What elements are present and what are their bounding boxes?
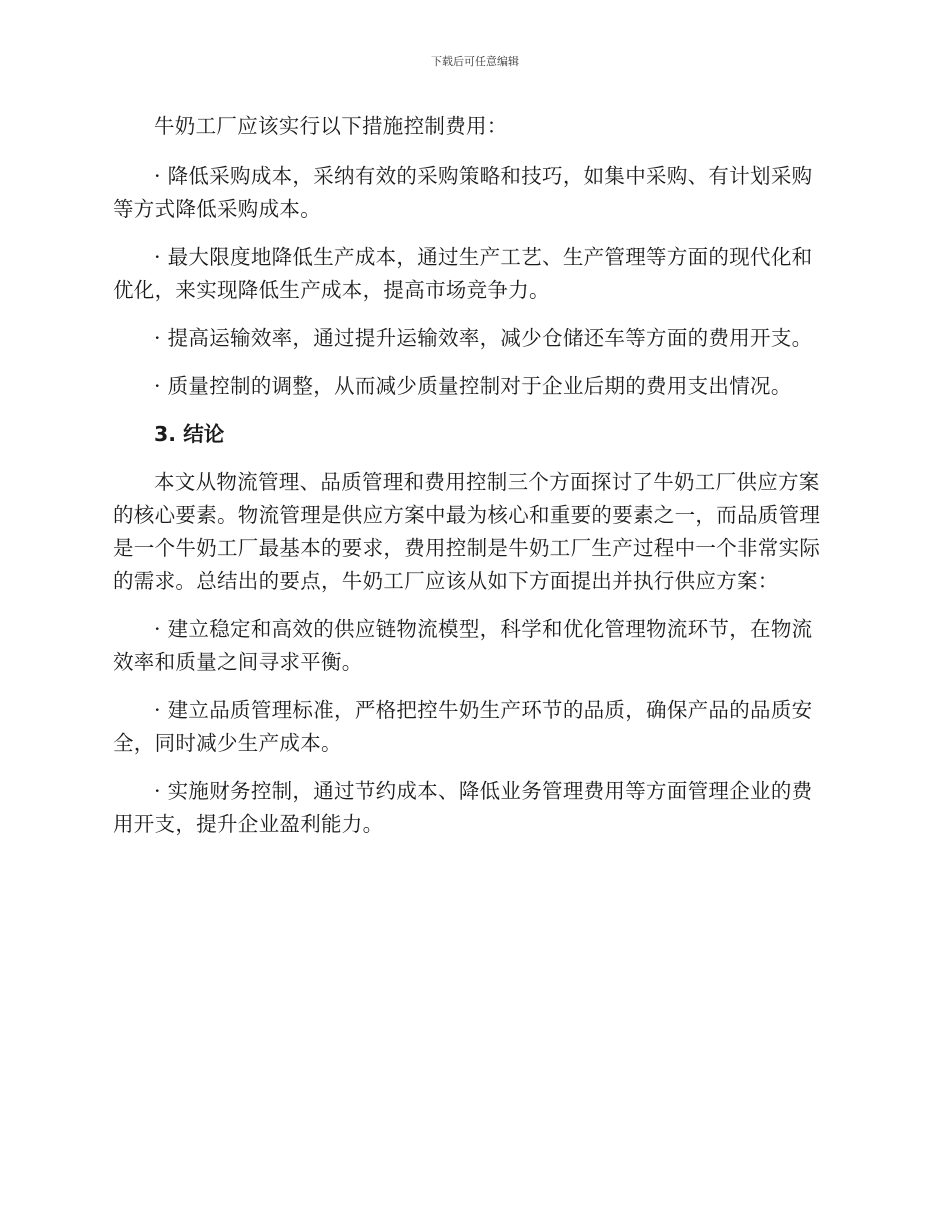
conclusion-item-quality: · 建立品质管理标准，严格把控牛奶生产环节的品质，确保产品的品质安全，同时减少生产成本。 [113, 698, 813, 755]
header-note: 下载后可任意编辑 [431, 55, 519, 68]
conclusion-heading: 3. 结论 [154, 422, 225, 446]
cost-item-procurement: · 降低采购成本，采纳有效的采购策略和技巧，如集中采购、有计划采购等方式降低采购成本。 [113, 164, 813, 221]
conclusion-item-logistics: · 建立稳定和高效的供应链物流模型，科学和优化管理物流环节，在物流效率和质量之间寻求平衡。 [113, 617, 813, 674]
cost-control-intro: 牛奶工厂应该实行以下措施控制费用： [154, 114, 508, 138]
conclusion-paragraph: 本文从物流管理、品质管理和费用控制三个方面探讨了牛奶工厂供应方案的核心要素。物流管理是供应方案中最为核心和重要的要素之一，而品质管理是一个牛奶工厂最基本的要求，费用控制是牛奶工厂生产过程中一个非常实际的需求。总结出的要点，牛奶工厂应该从如下方面提出并执行供应方案： [113, 470, 821, 593]
conclusion-item-finance: · 实施财务控制，通过节约成本、降低业务管理费用等方面管理企业的费用开支，提升企业盈利能力。 [113, 779, 813, 836]
cost-item-production: · 最大限度地降低生产成本，通过生产工艺、生产管理等方面的现代化和优化，来实现降低生产成本，提高市场竞争力。 [113, 245, 813, 302]
cost-item-transport: · 提高运输效率，通过提升运输效率，减少仓储还车等方面的费用开支。 [154, 326, 813, 350]
cost-item-quality: · 质量控制的调整，从而减少质量控制对于企业后期的费用支出情况。 [154, 374, 792, 398]
document-body [113, 110, 825, 856]
